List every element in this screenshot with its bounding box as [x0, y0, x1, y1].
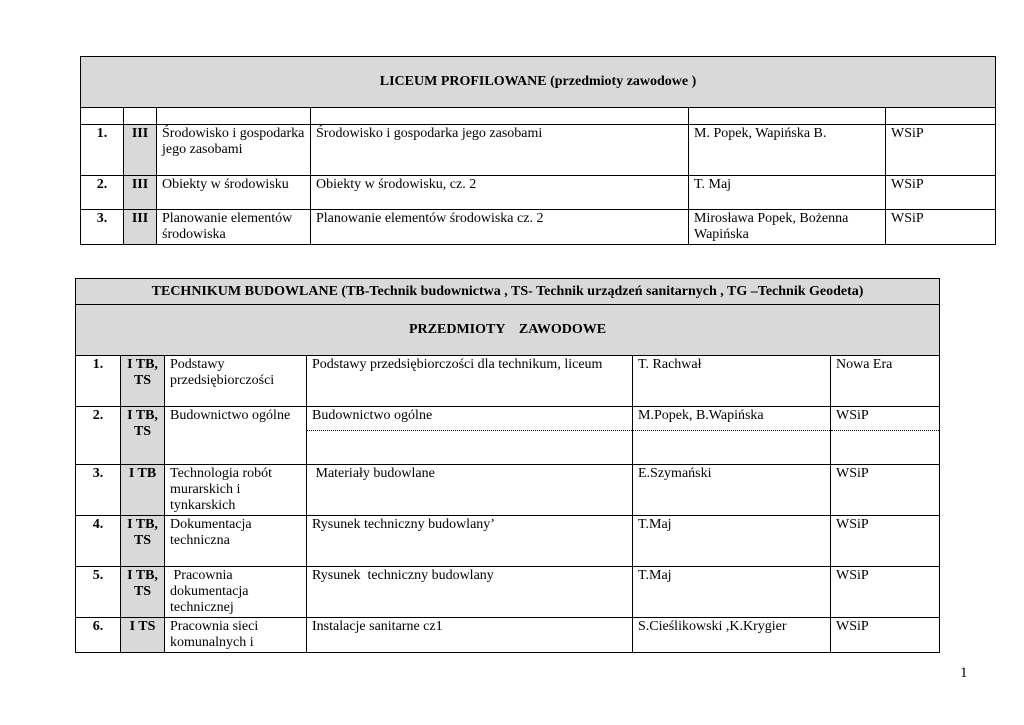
row-author: T.Maj [633, 567, 831, 618]
row-author: T. Maj [689, 176, 886, 210]
row-author: T. Rachwał [633, 356, 831, 407]
row-number: 5. [76, 567, 121, 618]
technikum-subtitle: PRZEDMIOTY ZAWODOWE [76, 305, 940, 356]
row-class: I TS [121, 618, 165, 653]
row-subject: Obiekty w środowisku [157, 176, 311, 210]
technikum-table [75, 278, 940, 653]
table-row [76, 465, 940, 516]
table-row [76, 407, 940, 465]
row-author: T.Maj [633, 516, 831, 567]
table-row [81, 176, 996, 210]
row-number: 2. [81, 176, 124, 210]
row-book: Rysunek techniczny budowlany [307, 567, 633, 618]
spacer-cell [81, 108, 124, 125]
row-book-text: Budownictwo ogólne [307, 408, 632, 431]
row-class: I TB, TS [121, 407, 165, 465]
row-publisher: WSiP [886, 125, 996, 176]
row-class: I TB [121, 465, 165, 516]
row-author [633, 407, 831, 465]
table-row [81, 210, 996, 245]
row-subject: Planowanie elementów środowiska [157, 210, 311, 245]
row-publisher [831, 407, 940, 465]
row-book: Środowisko i gospodarka jego zasobami [311, 125, 689, 176]
row-class: III [124, 210, 157, 245]
row-subject: Pracownia sieci komunalnych i [165, 618, 307, 653]
spacer-cell [311, 108, 689, 125]
table-row [76, 356, 940, 407]
row-author: S.Cieślikowski ,K.Krygier [633, 618, 831, 653]
row-number: 2. [76, 407, 121, 465]
row-number: 3. [81, 210, 124, 245]
row-book: Rysunek techniczny budowlany’ [307, 516, 633, 567]
spacer-cell [689, 108, 886, 125]
table-row [76, 567, 940, 618]
row-class: I TB, TS [121, 567, 165, 618]
row-subject: Pracownia dokumentacja technicznej [165, 567, 307, 618]
row-class: III [124, 125, 157, 176]
row-author: M. Popek, Wapińska B. [689, 125, 886, 176]
spacer-cell [886, 108, 996, 125]
row-subject: Podstawy przedsiębiorczości [165, 356, 307, 407]
row-book: Podstawy przedsiębiorczości dla technikum, liceum [307, 356, 633, 407]
row-author-text: M.Popek, B.Wapińska [633, 408, 830, 431]
row-publisher: WSiP [886, 210, 996, 245]
row-book: Planowanie elementów środowiska cz. 2 [311, 210, 689, 245]
table-row [81, 125, 996, 176]
liceum-title: LICEUM PROFILOWANE (przedmioty zawodowe ) [81, 57, 996, 108]
row-publisher: Nowa Era [831, 356, 940, 407]
technikum-title: TECHNIKUM BUDOWLANE (TB-Technik budownictwa , TS- Technik urządzeń sanitarnych , TG –Technik Geodeta) [76, 279, 940, 305]
row-publisher: WSiP [886, 176, 996, 210]
row-subject: Dokumentacja techniczna [165, 516, 307, 567]
row-author: Mirosława Popek, Bożenna Wapińska [689, 210, 886, 245]
table-row [76, 618, 940, 653]
liceum-table [80, 56, 996, 245]
row-publisher: WSiP [831, 516, 940, 567]
row-publisher-text: WSiP [831, 408, 939, 431]
row-class: III [124, 176, 157, 210]
table-row [76, 516, 940, 567]
page-number: 1 [960, 665, 968, 681]
row-author: E.Szymański [633, 465, 831, 516]
row-book: Materiały budowlane [307, 465, 633, 516]
row-number: 4. [76, 516, 121, 567]
row-subject: Budownictwo ogólne [165, 407, 307, 465]
row-number: 6. [76, 618, 121, 653]
row-book: Obiekty w środowisku, cz. 2 [311, 176, 689, 210]
row-publisher: WSiP [831, 567, 940, 618]
row-publisher: WSiP [831, 465, 940, 516]
row-subject: Technologia robót murarskich i tynkarskich [165, 465, 307, 516]
row-number: 3. [76, 465, 121, 516]
spacer-cell [124, 108, 157, 125]
spacer-cell [157, 108, 311, 125]
row-number: 1. [81, 125, 124, 176]
row-subject: Środowisko i gospodarka jego zasobami [157, 125, 311, 176]
row-book [307, 407, 633, 465]
row-book: Instalacje sanitarne cz1 [307, 618, 633, 653]
row-class: I TB, TS [121, 356, 165, 407]
row-number: 1. [76, 356, 121, 407]
row-publisher: WSiP [831, 618, 940, 653]
row-class: I TB, TS [121, 516, 165, 567]
